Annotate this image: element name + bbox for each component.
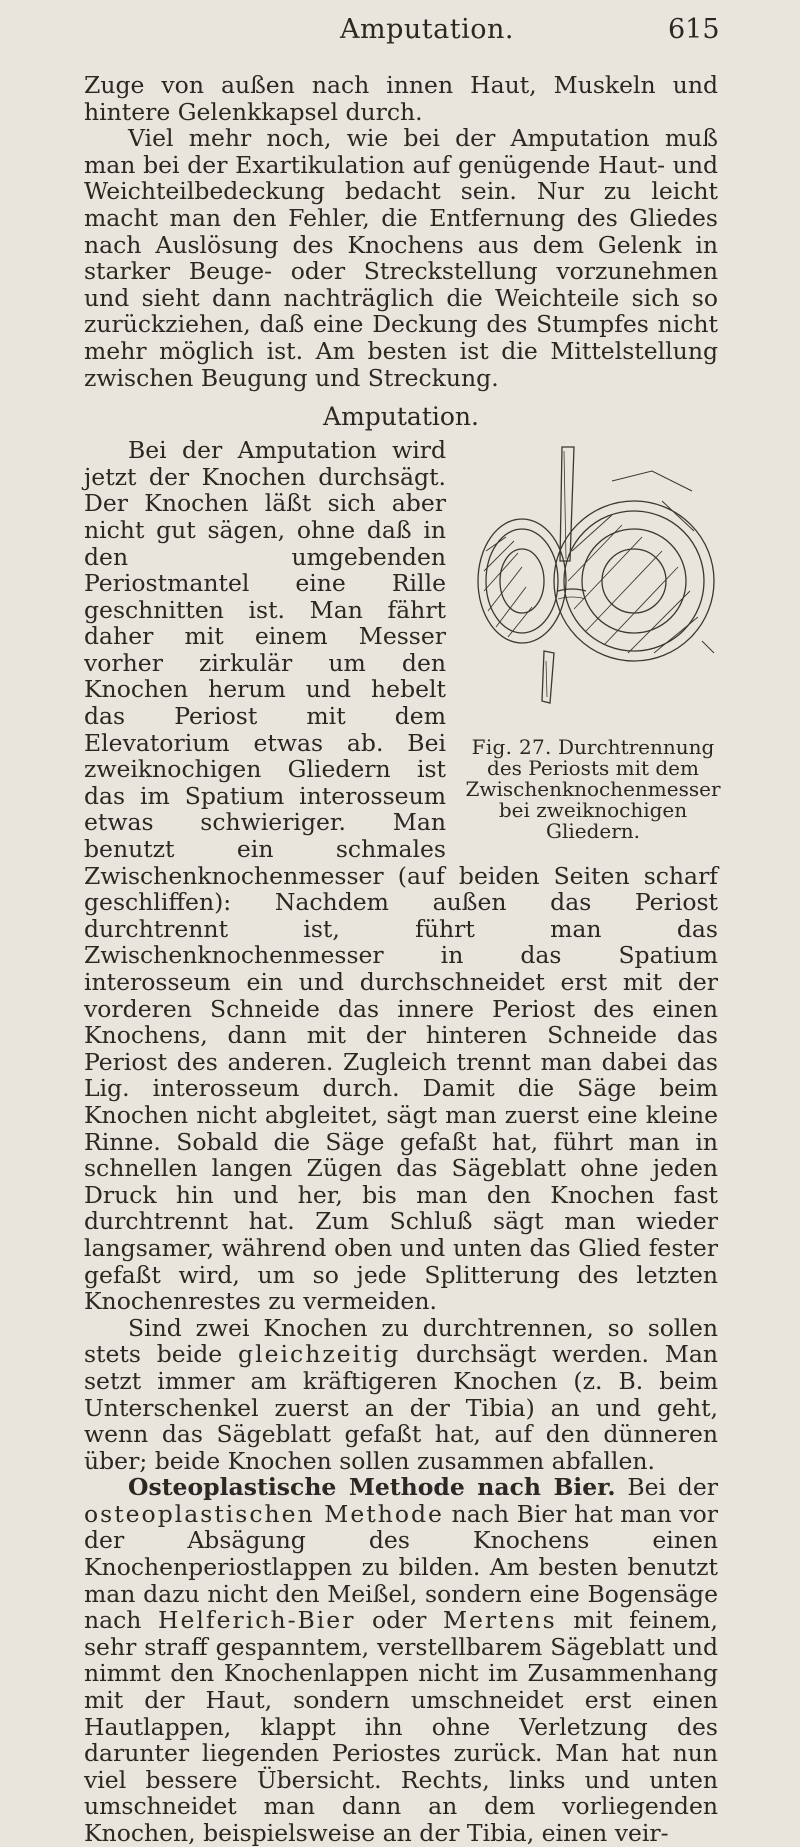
two-bones-text-start: Sind zwei Knochen zu durchtrennen, so sollen stets beide	[84, 1313, 718, 1369]
paragraph-exarticulation: Viel mehr noch, wie bei der Amputation muß man bei der Exartikulation auf genügende Haut- und Weichteilbedeckung bedacht sein. Nur zu leicht macht man den Fehler, die Entfernung des Gliedes nach Auslösung des Knochens aus dem Gelenk in starker Beuge- oder Streckstellung vorzunehmen und sieht dann nachträglich die Weichteile sich so zurückziehen, daß eine Deckung des Stumpfes nicht mehr möglich ist. Am besten ist die Mittelstellung zwischen Beugung und Streckung.	[84, 124, 718, 392]
paragraph-two-bones	[84, 1315, 718, 1475]
figure-label: Fig. 27.	[471, 735, 552, 760]
osteoplastic-text-1: Bei der	[615, 1473, 718, 1502]
osteoplastic-emphasis-3: Mertens	[442, 1606, 557, 1635]
paragraph-amputation-sawing: Bei der Amputation wird jetzt der Knochen durchsägt. Der Knochen läßt sich aber nicht gut sägen, ohne daß in den umgebenden Periostmantel eine Rille geschnitten ist. Man fährt daher mit einem Messer vorher zirkulär um den Knochen herum und hebelt das Periost mit dem Elevatorium etwas ab. Bei zweiknochigen Gliedern ist das im Spatium interosseum etwas schwieriger. Man benutzt ein schmales Zwischenknochenmesser (auf beiden Seiten scharf geschliffen): Nachdem außen das Periost durchtrennt ist, führt man das Zwischenknochenmesser in das Spatium interosseum ein und durchschneidet erst mit der vorderen Schneide das innere Periost des einen Knochens, dann mit der hinteren Schneide das Periost des anderen. Zugleich trennt man dabei das Lig. interosseum durch. Damit die Säge beim Knochen nicht abgleitet, sägt man zuerst eine kleine Rinne. Sobald die Säge gefaßt hat, führt man in schnellen langen Zügen das Sägeblatt ohne jeden Druck hin und her, bis man den Knochen fast durchtrennt hat. Zum Schluß sägt man wieder langsamer, während oben und unten das Glied fester gefaßt wird, um so jede Splitterung des letzten Knochenrestes zu vermeiden.	[84, 436, 718, 1316]
section-heading-amputation: Amputation.	[323, 402, 479, 432]
paragraph-osteoplastic-method	[84, 1474, 718, 1846]
two-bones-text-emphasis: gleichzeitig	[238, 1340, 401, 1369]
figure-27	[462, 441, 724, 842]
running-head	[0, 14, 800, 54]
running-head-title: Amputation.	[340, 14, 514, 45]
paragraph-1: Zuge von außen nach innen Haut, Muskeln und hintere Gelenkkapsel durch.	[84, 71, 718, 126]
figure-caption-text: Durchtrennung des Periosts mit dem Zwischenknochenmesser bei zweiknochigen Gliedern.	[465, 735, 721, 844]
bone-cross-section-illustration	[462, 441, 724, 731]
page-number: 615	[668, 14, 720, 45]
two-bones-text-end: durchsägt werden. Man setzt immer am kräftigeren Knochen (z. B. beim Unterschenkel zuerst an der Tibia) an und geht, wenn das Sägeblatt gefaßt hat, auf den dünneren über; beide Knochen sollen zusammen abfallen.	[84, 1340, 718, 1475]
figure-caption	[462, 737, 724, 842]
osteoplastic-emphasis-1: osteoplastischen Methode	[84, 1499, 444, 1528]
osteoplastic-text-2: nach Bier hat man vor der Absägung des Knochens einen Knochenperiostlappen zu bilden. Am besten benutzt man dazu nicht den Meißel, sondern eine Bogensäge nach	[84, 1499, 718, 1635]
osteoplastic-text-end: mit feinem, sehr straff gespanntem, verstellbarem Sägeblatt und nimmt den Knochenlappen nicht im Zusammenhang mit der Haut, sondern umschneidet erst einen Hautlappen, klappt ihn ohne Verletzung des darunter liegenden Periostes zurück. Man hat nun viel bessere Übersicht. Rechts, links und unten umschneidet man dann an dem vorliegenden Knochen, beispielsweise an der Tibia, einen veir-	[84, 1606, 718, 1847]
osteoplastic-heading: Osteoplastische Methode nach Bier.	[128, 1473, 616, 1502]
osteoplastic-text-3: oder	[355, 1606, 443, 1635]
osteoplastic-emphasis-2: Helferich-Bier	[158, 1606, 356, 1635]
body-text	[84, 71, 721, 1847]
